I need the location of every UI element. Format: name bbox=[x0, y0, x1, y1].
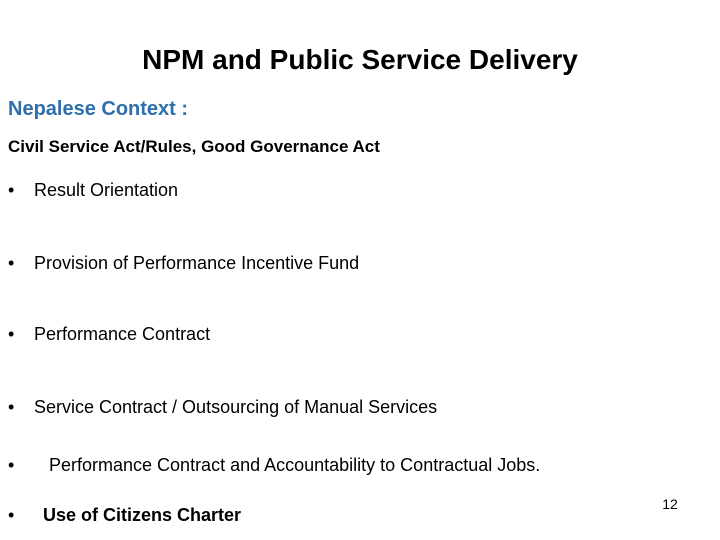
context-subtitle: Nepalese Context : bbox=[8, 98, 189, 120]
slide-title: NPM and Public Service Delivery bbox=[142, 44, 578, 75]
bullet-text: Result Orientation bbox=[34, 180, 179, 200]
bullet-dot: • bbox=[8, 455, 15, 475]
acts-line: Civil Service Act/Rules, Good Governance Act bbox=[8, 137, 380, 156]
bullet-text: Provision of Performance Incentive Fund bbox=[34, 253, 360, 273]
bullet-dot: • bbox=[8, 505, 15, 525]
bullet-dot: • bbox=[8, 397, 15, 417]
bullet-dot: • bbox=[8, 180, 15, 200]
page-number: 12 bbox=[662, 496, 678, 512]
bullet-dot: • bbox=[8, 324, 15, 344]
bullet-text: Performance Contract and Accountability to Contractual Jobs. bbox=[49, 455, 541, 475]
bullet-text: Use of Citizens Charter bbox=[43, 505, 242, 525]
bullet-dot: • bbox=[8, 253, 15, 273]
bullet-text: Service Contract / Outsourcing of Manual Services bbox=[34, 397, 438, 417]
bullet-text: Performance Contract bbox=[34, 324, 211, 344]
